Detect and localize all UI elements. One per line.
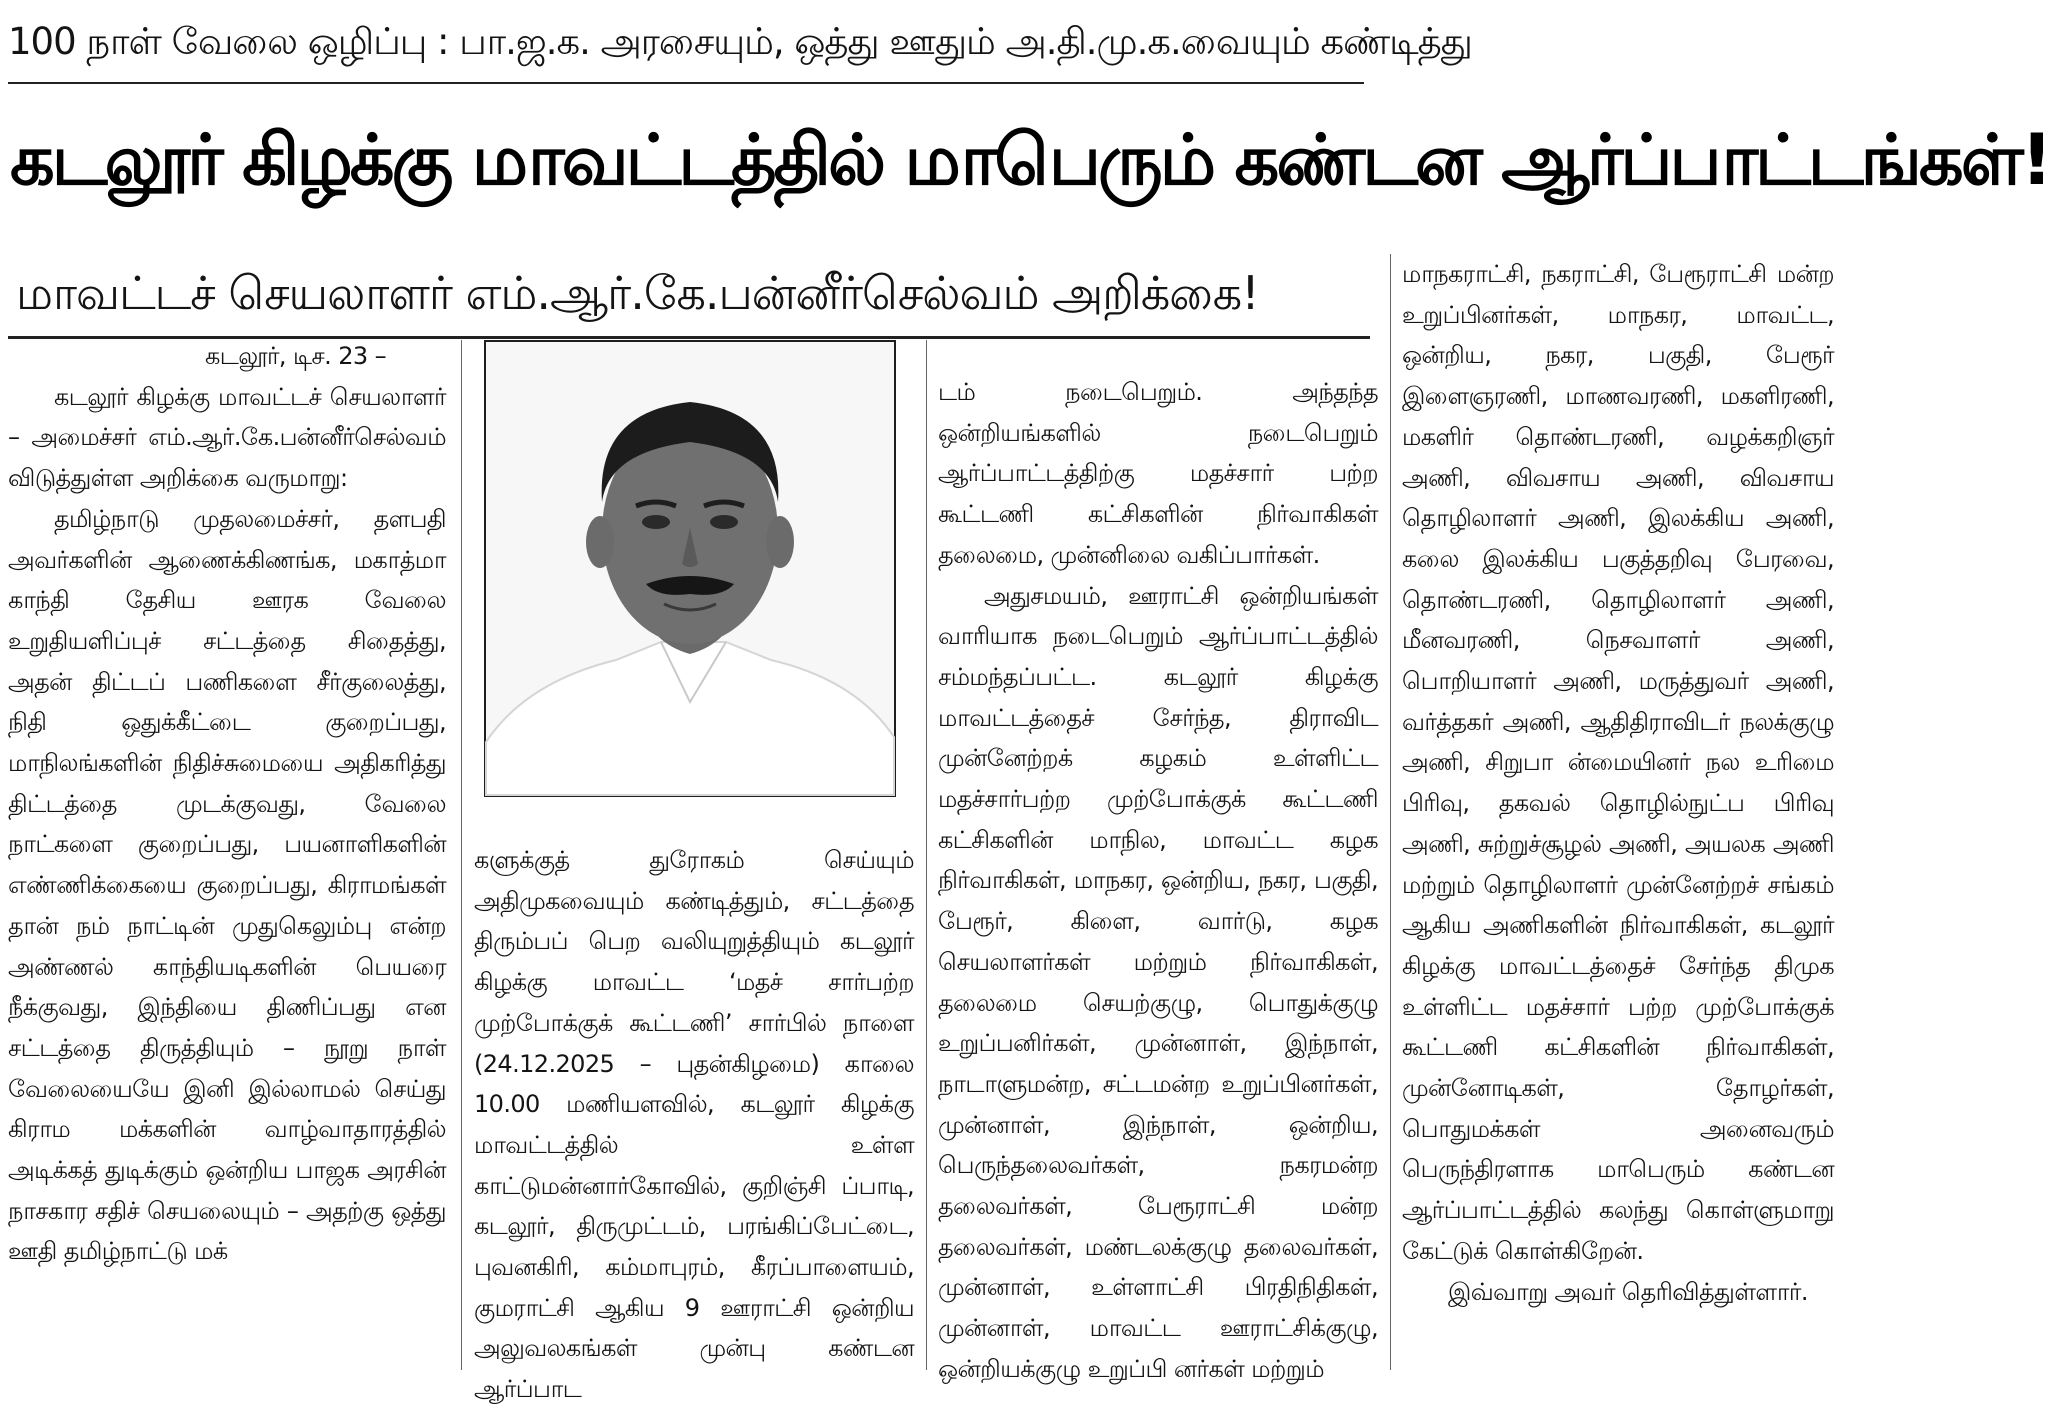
paragraph: களுக்குத் துரோகம் செய்யும் அதிமுகவையும் கண்டித்தும், சட்டத்தை திரும்பப் பெற வலியுறுத்தியும் கடலூர் கிழக்கு மாவட்ட ‘மதச் சார்பற்ற முற்போக்குக் கூட்டணி’ சார்பில் நாளை (24.12.2025 – புதன்கிழமை) காலை 10.00 மணியளவில், கடலூர் கிழக்கு மாவட்டத்தில் உள்ள காட்டுமன்னார்கோவில், குறிஞ்சி ப்பாடி, கடலூர், திருமுட்டம், பரங்கிப்பேட்டை, புவனகிரி, கம்மாபுரம், கீரப்பாளையம், குமராட்சி ஆகிய 9 ஊராட்சி ஒன்றிய அலுவலகங்கள் முன்பு கண்டன ஆர்ப்பாட: [474, 846, 914, 1404]
column-divider: [461, 340, 462, 1370]
paragraph: தமிழ்நாடு முதலமைச்சர், தளபதி அவர்களின் ஆணைக்கிணங்க, மகாத்மா காந்தி தேசிய ஊரக வேலை உறுதியளிப்புச் சட்டத்தை சிதைத்து, அதன் திட்டப் பணிகளை சீர்குலைத்து, நிதி ஒதுக்கீட்டை குறைப்பது, மாநிலங்களின் நிதிச்சுமையை அதிகரித்து திட்டத்தை முடக்குவது, வேலை நாட்களை குறைப்பது, பயனாளிகளின் எண்ணிக்கையை குறைப்பது, கிராமங்கள் தான் நம் நாட்டின் முதுகெலும்பு என்ற அண்ணல் காந்தியடிகளின் பெயரை நீக்குவது, இந்தியை திணிப்பது என சட்டத்தை திருத்தியும் – நூறு நாள் வேலையையே இனி இல்லாமல் செய்து கிராம மக்களின் வாழ்வாதாரத்தில் அடிக்கத் துடிக்கும் ஒன்றிய பாஜக அரசின் நாசகார சதிச் செயலையும் – அதற்கு ஒத்து ஊதி தமிழ்நாட்டு மக்: [8, 504, 446, 1266]
paragraph: மாநகராட்சி, நகராட்சி, பேரூராட்சி மன்ற உறுப்பினர்கள், மாநகர, மாவட்ட, ஒன்றிய, நகர, பகுதி, பேரூர் இளைஞரணி, மாணவரணி, மகளிரணி, மகளிர் தொண்டரணி, வழக்கறிஞர் அணி, விவசாய அணி, விவசாய தொழிலாளர் அணி, இலக்கிய அணி, கலை இலக்கிய பகுத்தறிவு பேரவை, தொண்டரணி, தொழிலாளர் அணி, மீனவரணி, நெசவாளர் அணி, பொறியாளர் அணி, மருத்துவர் அணி, வர்த்தகர் அணி, ஆதிதிராவிடர் நலக்குழு அணி, சிறுபா ன்மையினர் நல உரிமை பிரிவு, தகவல் தொழில்நுட்ப பிரிவு அணி, சுற்றுச்சூழல் அணி, அயலக அணி மற்றும் தொழிலாளர் முன்னேற்றச் சங்கம் ஆகிய அணிகளின் நிர்வாகிகள், கடலூர் கிழக்கு மாவட்டத்தைச் சேர்ந்த திமுக உள்ளிட்ட மதச்சார் பற்ற முற்போக்குக் கூட்டணி கட்சிகளின் நிர்வாகிகள், முன்னோடிகள், தோழர்கள், பொதுமக்கள் அனைவரும் பெருந்திரளாக மாபெரும் கண்டன ஆர்ப்பாட்டத்தில் கலந்து கொள்ளுமாறு கேட்டுக் கொள்கிறேன்.: [1402, 260, 1834, 1265]
paragraph: அதுசமயம், ஊராட்சி ஒன்றியங்கள் வாரியாக நடைபெறும் ஆர்ப்பாட்டத்தில் சம்மந்தப்பட்ட. கடலூர் கிழக்கு மாவட்டத்தைச் சேர்ந்த, திராவிட முன்னேற்றக் கழகம் உள்ளிட்ட மதச்சார்பற்ற முற்போக்குக் கூட்டணி கட்சிகளின் மாநில, மாவட்ட கழக நிர்வாகிகள், மாநகர, ஒன்றிய, நகர, பகுதி, பேரூர், கிளை, வார்டு, கழக செயலாளர்கள் மற்றும் நிர்வாகிகள், தலைமை செயற்குழு, பொதுக்குழு உறுப்பனிர்கள், முன்னாள், இந்நாள், நாடாளுமன்ற, சட்டமன்ற உறுப்பினர்கள், முன்னாள், இந்நாள், ஒன்றிய, பெருந்தலைவர்கள், நகரமன்ற தலைவர்கள், பேரூராட்சி மன்ற தலைவர்கள், மண்டலக்குழு தலைவர்கள், முன்னாள், உள்ளாட்சி பிரதிநிதிகள், முன்னாள், மாவட்ட ஊராட்சிக்குழு, ஒன்றியக்குழு உறுப்பி னர்கள் மற்றும்: [938, 581, 1378, 1383]
dateline: கடலூர், டிச. 23 –: [204, 342, 386, 370]
main-headline: கடலூர் கிழக்கு மாவட்டத்தில் மாபெரும் கண்டன ஆர்ப்பாட்டங்கள்!: [10, 119, 2050, 201]
paragraph: டம் நடைபெறும். அந்தந்த ஒன்றியங்களில் நடைபெறும் ஆர்ப்பாட்டத்திற்கு மதச்சார் பற்ற கூட்டணி கட்சிகளின் நிர்வாகிகள் தலைமை, முன்னிலை வகிப்பார்கள்.: [938, 378, 1378, 569]
sub-headline: மாவட்டச் செயலாளர் எம்.ஆர்.கே.பன்னீர்செல்வம் அறிக்கை!: [16, 266, 1259, 320]
column-divider: [1390, 254, 1391, 1370]
paragraph: இவ்வாறு அவர் தெரிவித்துள்ளார்.: [1448, 1277, 1808, 1306]
paragraph: கடலூர் கிழக்கு மாவட்டச் செயலாளர் – அமைச்சர் எம்.ஆர்.கே.பன்னீர்செல்வம் விடுத்துள்ள அறிக்கை வருமாறு:: [8, 382, 446, 493]
article-column-3: [938, 372, 1378, 1383]
kicker-headline: 100 நாள் வேலை ஒழிப்பு : பா.ஜ.க. அரசையும், ஒத்து ஊதும் அ.தி.மு.க.வையும் கண்டித்து: [8, 20, 1472, 63]
article-column-1: [8, 336, 446, 1376]
article-column-4: [1402, 254, 1834, 1376]
kicker-underline: [8, 82, 1364, 84]
column-divider: [926, 340, 927, 1370]
article-column-2: [474, 840, 914, 1404]
portrait-photo: [484, 340, 896, 797]
